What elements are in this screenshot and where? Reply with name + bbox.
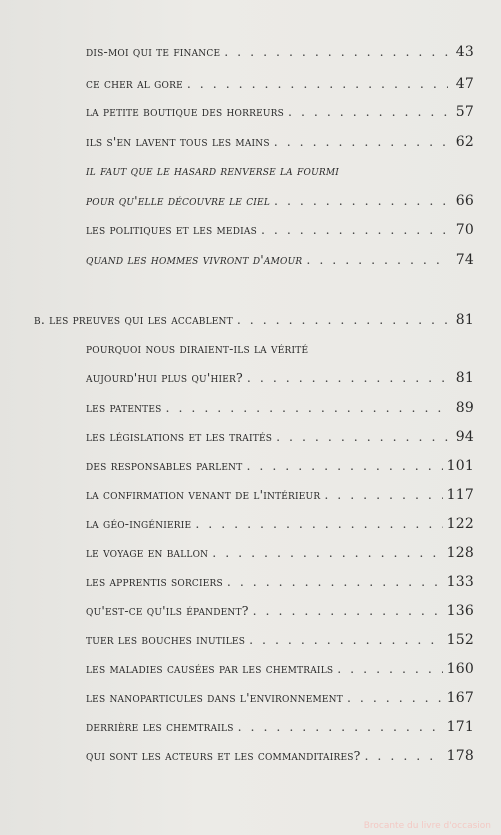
leader-dots bbox=[237, 312, 448, 327]
toc-entry bbox=[86, 44, 474, 60]
toc-entry bbox=[86, 104, 474, 120]
toc-entry-title: les apprentis sorciers bbox=[86, 574, 223, 589]
leader-dots bbox=[324, 487, 442, 502]
leader-dots bbox=[253, 603, 443, 618]
toc-entry-title: ils s'en lavent tous les mains bbox=[86, 134, 270, 149]
toc-entry-page: 94 bbox=[455, 429, 474, 445]
toc-entry-title: les nanoparticules dans l'environnement bbox=[86, 690, 343, 705]
toc-entry-title: la petite boutique des horreurs bbox=[86, 104, 284, 119]
toc-entry-title: quand les hommes vivront d'amour bbox=[86, 252, 303, 267]
leader-dots bbox=[347, 690, 443, 705]
toc-entry-page: 171 bbox=[446, 719, 474, 735]
toc-entry-title: b. les preuves qui les accablent bbox=[34, 312, 233, 327]
toc-entry-page: 81 bbox=[455, 370, 474, 386]
leader-dots bbox=[274, 193, 448, 208]
leader-dots bbox=[195, 516, 442, 531]
toc-entry-page: 117 bbox=[446, 487, 474, 503]
toc-entry bbox=[86, 719, 474, 735]
toc-entry-title: le voyage en ballon bbox=[86, 545, 209, 560]
toc-entry-page: 74 bbox=[455, 252, 474, 268]
toc-entry-page: 160 bbox=[446, 661, 474, 677]
leader-dots bbox=[276, 429, 448, 444]
toc-entry bbox=[86, 163, 474, 178]
toc-entry bbox=[86, 222, 474, 238]
toc-entry-title: qui sont les acteurs et les commanditaires? bbox=[86, 748, 361, 763]
toc-entry-page: 136 bbox=[446, 603, 474, 619]
leader-dots bbox=[238, 719, 443, 734]
leader-dots bbox=[249, 632, 443, 647]
toc-entry-title: derrière les chemtrails bbox=[86, 719, 234, 734]
toc-entry bbox=[86, 603, 474, 619]
toc-entry bbox=[86, 400, 474, 416]
leader-dots bbox=[274, 134, 448, 149]
toc-entry-page: 128 bbox=[446, 545, 474, 561]
toc-entry-page: 81 bbox=[455, 312, 474, 328]
toc-entry-title: dis-moi qui te finance bbox=[86, 44, 221, 59]
leader-dots bbox=[364, 748, 442, 763]
leader-dots bbox=[166, 400, 448, 415]
toc-entry bbox=[86, 516, 474, 532]
toc-entry-page: 66 bbox=[455, 193, 474, 209]
toc-entry-title: les politiques et les medias bbox=[86, 222, 257, 237]
toc-entry bbox=[86, 458, 474, 474]
leader-dots bbox=[288, 104, 448, 119]
toc-entry-title: il faut que le hasard renverse la fourmi bbox=[86, 163, 340, 178]
watermark: Brocante du livre d'occasion bbox=[363, 821, 491, 831]
toc-entry bbox=[86, 76, 474, 92]
toc-entry-page: 152 bbox=[446, 632, 474, 648]
toc-entry-title: tuer les bouches inutiles bbox=[86, 632, 246, 647]
toc-entry-page: 57 bbox=[455, 104, 474, 120]
toc-section-heading bbox=[34, 312, 474, 328]
toc-entry-page: 62 bbox=[455, 134, 474, 150]
toc-entry bbox=[86, 661, 474, 677]
toc-entry bbox=[86, 632, 474, 648]
leader-dots bbox=[224, 44, 448, 59]
toc-entry bbox=[86, 370, 474, 386]
toc-entry-page: 47 bbox=[455, 76, 474, 92]
toc-entry-title: la géo-ingénierie bbox=[86, 516, 192, 531]
toc-entry bbox=[86, 252, 474, 268]
toc-entry-page: 43 bbox=[455, 44, 474, 60]
toc-entry-title: aujourd'hui plus qu'hier? bbox=[86, 370, 243, 385]
toc-entry-title: pour qu'elle découvre le ciel bbox=[86, 193, 270, 208]
leader-dots bbox=[227, 574, 443, 589]
toc-entry-title: les maladies causées par les chemtrails bbox=[86, 661, 334, 676]
toc-entry-title: des responsables parlent bbox=[86, 458, 243, 473]
toc-entry bbox=[86, 574, 474, 590]
leader-dots bbox=[187, 76, 448, 91]
toc-entry bbox=[86, 545, 474, 561]
leader-dots bbox=[212, 545, 442, 560]
toc-entry bbox=[86, 193, 474, 209]
toc-entry bbox=[86, 748, 474, 764]
toc-entry-page: 133 bbox=[446, 574, 474, 590]
toc-entry-page: 70 bbox=[455, 222, 474, 238]
toc-entry-page: 89 bbox=[455, 400, 474, 416]
toc-entry-page: 122 bbox=[446, 516, 474, 532]
toc-entry bbox=[86, 134, 474, 150]
toc-entry bbox=[86, 690, 474, 706]
toc-entry-title: les législations et les traités bbox=[86, 429, 273, 444]
toc-entry-title: ce cher al gore bbox=[86, 76, 183, 91]
leader-dots bbox=[261, 222, 448, 237]
toc-entry-page: 167 bbox=[446, 690, 474, 706]
leader-dots bbox=[337, 661, 442, 676]
leader-dots bbox=[246, 458, 442, 473]
toc-entry-title: qu'est-ce qu'ils épandent? bbox=[86, 603, 249, 618]
toc-entry-title: la confirmation venant de l'intérieur bbox=[86, 487, 321, 502]
leader-dots bbox=[306, 252, 448, 267]
toc-entry bbox=[86, 487, 474, 503]
toc-entry-page: 101 bbox=[446, 458, 474, 474]
toc-entry-title: les patentes bbox=[86, 400, 162, 415]
toc-entry bbox=[86, 429, 474, 445]
toc-entry-page: 178 bbox=[446, 748, 474, 764]
leader-dots bbox=[247, 370, 448, 385]
toc-entry-title: pourquoi nous diraient-ils la vérité bbox=[86, 341, 309, 356]
toc-entry bbox=[86, 341, 474, 356]
